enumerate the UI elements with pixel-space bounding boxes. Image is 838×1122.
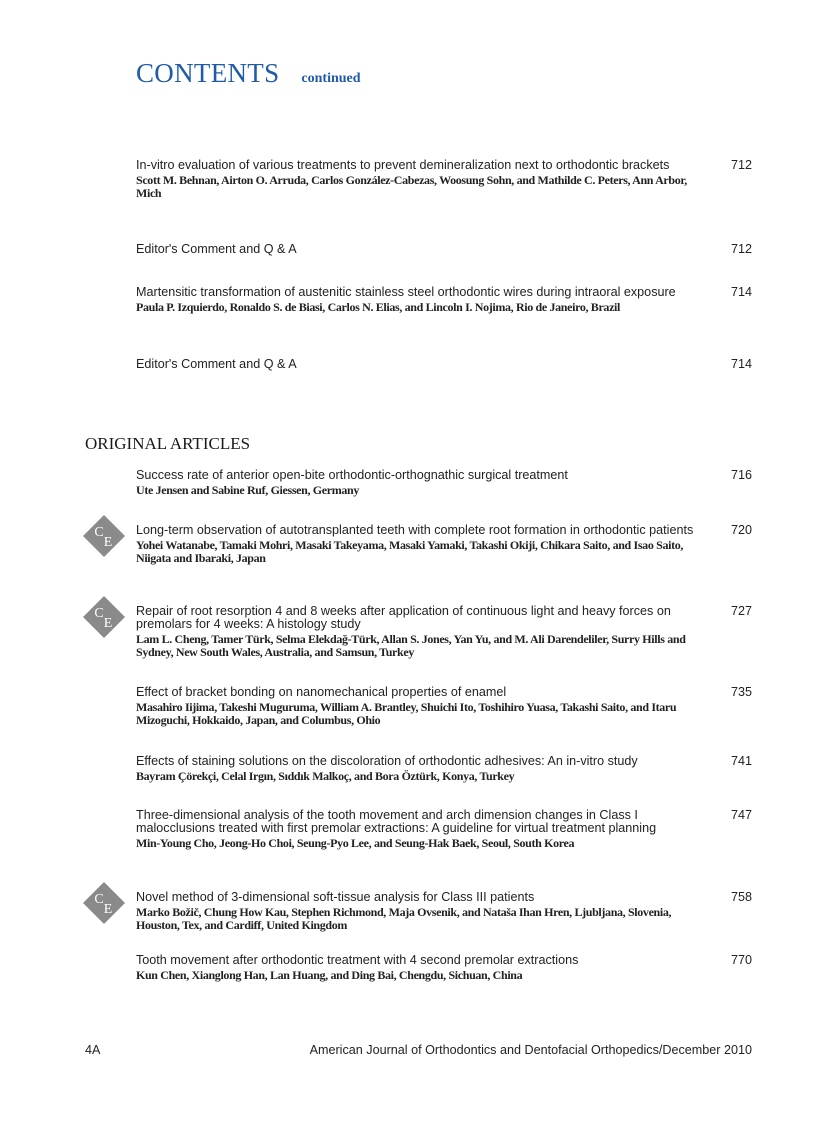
toc-entry[interactable] [94,523,752,565]
article-title[interactable]: Repair of root resorption 4 and 8 weeks after application of continuous light and heavy forces on premolars for 4 weeks: A histology study [136,604,671,631]
svg-text:E: E [103,535,113,550]
svg-text:E: E [103,902,113,917]
toc-entry[interactable] [136,286,752,314]
page-footer [85,1043,752,1057]
section-heading-original-articles: ORIGINAL ARTICLES [85,434,251,453]
article-authors: Scott M. Behnan, Airton O. Arruda, Carlos González-Cabezas, Woosung Sohn, and Mathilde C. Peters, Ann Arbor, Mich [136,173,687,200]
toc-entry[interactable] [136,243,752,256]
article-authors: Bayram Çörekçi, Celal Irgın, Sıddık Malkoç, and Bora Öztürk, Konya, Turkey [136,769,515,783]
page-number: 712 [730,158,752,172]
toc-entry[interactable] [136,358,752,371]
page-number: 758 [730,890,752,904]
ce-credit-icon [82,881,126,925]
page-subtitle: continued [301,71,361,86]
article-authors: Lam L. Cheng, Tamer Türk, Selma Elekdağ-Türk, Allan S. Jones, Yan Yu, and M. Ali Darendeliler, Surry Hills and Sydney, New South Wales, Australia, and Samsun, Turkey [136,632,686,659]
svg-text:C: C [94,892,104,907]
svg-text:C: C [94,606,104,621]
article-title[interactable]: Three-dimensional analysis of the tooth movement and arch dimension changes in Class I malocclusions treated with first premolar extractions: A guideline for virtual treatment planning [136,808,657,835]
page-number: 720 [730,523,752,537]
article-authors: Yohei Watanabe, Tamaki Mohri, Masaki Takeyama, Masaki Yamaki, Takashi Okiji, Chikara Saito, and Isao Saito, Niigata and Ibaraki, Japan [136,538,684,565]
article-title[interactable]: Novel method of 3-dimensional soft-tissue analysis for Class III patients [136,890,535,904]
article-title[interactable]: Editor's Comment and Q & A [136,242,297,256]
article-title[interactable]: Effects of staining solutions on the discoloration of orthodontic adhesives: An in-vitro study [136,754,638,768]
toc-entry[interactable] [136,809,752,850]
page-number: 714 [730,285,752,299]
article-title[interactable]: Success rate of anterior open-bite orthodontic-orthognathic surgical treatment [136,468,568,482]
toc-entry[interactable] [136,686,752,727]
article-title[interactable]: Editor's Comment and Q & A [136,357,297,371]
page-title: CONTENTS [136,58,280,88]
page-header [136,58,361,89]
toc-entry[interactable] [136,954,752,982]
article-title[interactable]: Tooth movement after orthodontic treatment with 4 second premolar extractions [136,953,579,967]
article-authors: Marko Božič, Chung How Kau, Stephen Richmond, Maja Ovsenik, and Nataša Ihan Hren, Ljubljana, Slovenia, Houston, Tex, and Cardiff, United Kingdom [136,905,672,932]
ce-credit-icon [82,514,126,558]
article-title[interactable]: Effect of bracket bonding on nanomechanical properties of enamel [136,685,507,699]
svg-text:C: C [94,525,104,540]
ce-credit-icon [82,595,126,639]
article-authors: Ute Jensen and Sabine Ruf, Giessen, Germany [136,483,359,497]
footer-page-label: 4A [85,1043,101,1057]
svg-text:E: E [103,616,113,631]
page-number: 714 [730,357,752,371]
page-number: 770 [730,953,752,967]
article-authors: Masahiro Iijima, Takeshi Muguruma, William A. Brantley, Shuichi Ito, Toshihiro Yuasa, Takashi Saito, and Itaru Mizoguchi, Hokkaido, Japan, and Columbus, Ohio [136,700,677,727]
article-authors: Kun Chen, Xianglong Han, Lan Huang, and Ding Bai, Chengdu, Sichuan, China [136,968,523,982]
page-number: 741 [730,754,752,768]
page-number: 727 [730,604,752,618]
toc-entry[interactable] [94,604,752,659]
page-number: 716 [730,468,752,482]
toc-entry[interactable] [136,755,752,783]
toc-entry[interactable] [136,159,752,200]
toc-entry[interactable] [136,469,752,497]
page-number: 712 [730,242,752,256]
page-number: 735 [730,685,752,699]
article-title[interactable]: In-vitro evaluation of various treatments to prevent demineralization next to orthodontic brackets [136,158,670,172]
footer-journal: American Journal of Orthodontics and Dentofacial Orthopedics/December 2010 [309,1043,752,1057]
article-authors: Paula P. Izquierdo, Ronaldo S. de Biasi, Carlos N. Elias, and Lincoln I. Nojima, Rio de Janeiro, Brazil [136,300,621,314]
article-title[interactable]: Long-term observation of autotransplanted teeth with complete root formation in orthodontic patients [136,523,694,537]
toc-entry[interactable] [94,890,752,932]
article-title[interactable]: Martensitic transformation of austenitic stainless steel orthodontic wires during intraoral exposure [136,285,676,299]
page-number: 747 [730,808,752,822]
article-authors: Min-Young Cho, Jeong-Ho Choi, Seung-Pyo Lee, and Seung-Hak Baek, Seoul, South Korea [136,836,575,850]
